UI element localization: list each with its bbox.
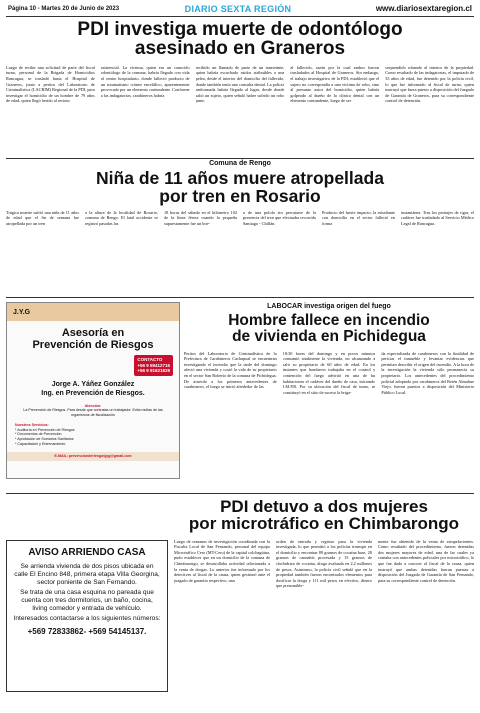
article-body: Peritos del Laboratorio de Criminalística de la Prefectura de Carabineros Cachapoal se encuentran investigando el incendio que la tarde del domingo afectó una vivienda y costó la vida de su propietario en el sector San Roberto de la comuna de Pichidegua. De acuerdo a los primeros antecedentes de carabineros, el fuego se inició alrededor de las 18:30 horas del domingo y en pocos minutos consumió totalmente la vivienda, no alcanzando a salir su propietario de 60 años de edad. En los instantes que bomberos trabajaba en el control y contención del fuego advirtió en una de las habitaciones el cadáver del dueño de casa, iniciando J.M.P.R. Por su ubicación del fiscal de turno, se constituyó en el sitio de suceso la briga- da especializada de carabineros con la finalidad de periciar el inmueble y levantar evidencias que permitan describir el origen del incendio. A la hora de la investigación la vivienda sólo permanecía su propietario. Los antecedentes del procedimiento policial adoptado por carabineros del Retén Almahue Viejo, fueron puestos a disposición del Ministerio Público Local. [184, 350, 475, 395]
article-body: Trágica muerte sufrió una niña de 11 años de edad que el fin de semana fue atropellada por un tren a la altura de la localidad de Rosario, comuna de Rengo. El fatal accidente se registró pasadas las 18 horas del sábado en el kilómetro 102 de la línea férrea cuando la pequeña supuestamente fue un boe- a de una polola sin percatarse de la presencia del tren que efectuaba recorrido Santiago - Chillán. Producto del fuerte impacto, la estudiante con domicilio en el sector falleció en forma instantánea. Tras los peritajes de rigor, el cadáver fue trasladado al Servicio Médico Legal de Rancagua. [6, 209, 474, 226]
ad-consultant-name: Jorge A. Yáñez González Ing. en Prevención de Riesgos. [41, 380, 145, 397]
ad-arriendo-title: AVISO ARRIENDO CASA [28, 547, 146, 558]
page-info: Página 10 - Martes 20 de Junio de 2023 [8, 6, 120, 12]
ad-brand-bar [7, 303, 179, 321]
header-divider [6, 16, 474, 17]
article-headline: PDI detuvo a dos mujeres por microtráfico en Chimbarongo [188, 497, 460, 534]
article-kicker: LABOCAR investiga origen del fuego [267, 303, 391, 310]
ad-brand: J.Y.G [13, 308, 31, 316]
newspaper-brand: DIARIO SEXTA REGIÓN [184, 4, 292, 14]
section-divider [6, 158, 474, 159]
article-body: Luego de semanas de investigación coordinada con la Fiscalía Local de San Fernando, personal del equipo Microtráfico Cero (MT-Cero) de la capital colchagüina, pudo establecer que en un domicilio de la comuna de Chimbarongo, se desarrollaba actividad relacionada a la venta de drogas. Lo anterior fue informado por los detectives al fiscal de la causa, quien gestionó ante el juzgado de garantía respectivo, una orden de entrada y registro para la vivienda investigada, lo que permitió a los policías irrumpir en el domicilio y encontrar 89 gramos de cocaína base, 20 gramos de cannabis procesada y 15 gramos de clorhidrato de cocaína, droga avaluada en 2,2 millones de pesos. Asimismo, la policía civil señaló que en la propiedad también fueron encontrados elementos para dosificar la droga y 111 mil pesos en efectivo, dinero que presumible- mente fue obtenido de la venta de estupefacientes. Como resultado del procedimiento, fueron detenidas dos mujeres mayores de edad, una de las cuales ya contaba con antecedentes policiales por microtráfico, lo que fue dado a conocer al fiscal de la causa, quien instruyó que ambas detenidas fueran puestas a disposición del Juzgado de Garantía de San Fernando, para su correspondiente control de detención. [174, 538, 474, 589]
article-nina-tren [6, 160, 474, 244]
ad-services: Nuestros Servicios: * Auditoría en Prevención de Riesgos * Documentos de Prevención * Aprobación de Sumarios Sanitarios * Capacitación y Entrenamiento [15, 423, 75, 446]
article-headline: Hombre fallece en incendio de vivienda en Pichidegua [228, 312, 430, 345]
article-kicker: Comuna de Rengo [209, 160, 271, 167]
article-odontologo [6, 20, 474, 151]
article-body: Luego de recibir una solicitud de parte del fiscal turno, personal de la Brigada de Homicidios Rancagua, se trasladó hasta el Hospital de Graneros, junto a peritos del Laboratorio de Criminalística (LACRIM) Regional de la PDI, para investigar el homicidio de un hombre de 79 años de edad, quien llegó herido al recinto asistencial. La víctima, quien era un conocido odontólogo de la comuna, habría llegado con vida al centro hospitalario, donde falleció producto de un traumatismo cráneo encefálico, aparentemente provocado por un elemento contundente. Conforme a las indagatorias, carabineros habría recibido un llamado de parte de un transeúnte, quien habría escuchado ruidos atribuibles a una pelea, desde el interior del domicilio del fallecido, donde también tenía una consulta dental. La policía uniformada habría llegado al lugar, desde donde salió un sujeto, quien señaló haber sufrido un robo junto al fallecido, razón por la cual ambos fueron trasladados al Hospital de Graneros. Sin embargo, el trabajo investigativo de la PDI, estableció que el sujeto no correspondía a una víctima de robo, sino al presunto autor del homicidio, quien habría golpeado al dueño de la clínica dental con un elemento contundente, luego de ser sorprendido robando al interior de la propiedad. Como resultado de las indagatorias, el imputado de 35 años de edad, fue detenido por la policía civil, lo que fue informado al fiscal de turno, quien instruyó que fuera puesto a disposición del Juzgado de Garantía de Graneros, para su correspondiente control de detención. [6, 64, 474, 104]
ad-arriendo-text: Se arrienda vivienda de dos pisos ubicada en calle El Encino 848, primera etapa Villa Georgina, sector poniente de San Fernando. Se trata de una casa esquina no pareada que cuenta con tres dormitorios, un baño, cocina, living comedor y entrada de vehículo. Interesados contactarse a los siguientes números: [13, 563, 161, 622]
ad-prevencion-riesgos [6, 302, 180, 479]
article-headline: PDI investiga muerte de odontólogo asesinado en Graneros [77, 19, 403, 60]
ad-email[interactable]: E-MAIL: prevencionderiesgosjyg@gmail.com [7, 452, 179, 461]
contact-badge[interactable]: CONTACTO +56 9 59412715 +56 9 91621829 [134, 355, 173, 376]
article-incendio [184, 303, 474, 476]
ad-title: Asesoría en Prevención de Riesgos [32, 327, 154, 351]
ad-attention: Atención: La Prevención de Riesgos. Para desde que contratas un trabajador. Evita multas de las organismos de fiscalización [23, 403, 163, 417]
ad-arriendo [6, 540, 168, 692]
article-microtrafico [174, 498, 474, 694]
ad-arriendo-phones[interactable]: +569 72833862- +569 54145137. [27, 627, 147, 636]
section-divider [6, 493, 474, 494]
website-link[interactable]: www.diariosextaregion.cl [375, 4, 472, 13]
section-divider [6, 297, 474, 298]
article-headline: Niña de 11 años muere atropellada por tren en Rosario [96, 168, 384, 206]
